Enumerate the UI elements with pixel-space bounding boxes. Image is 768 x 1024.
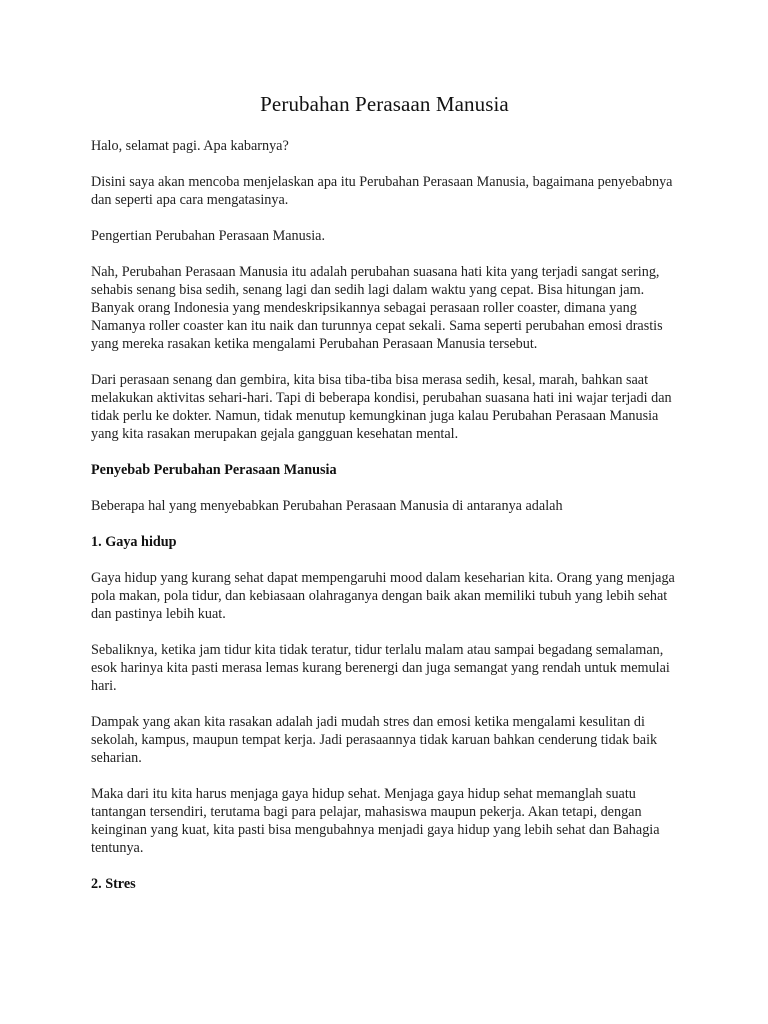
- paragraph-lifestyle-4: Maka dari itu kita harus menjaga gaya hidup sehat. Menjaga gaya hidup sehat memanglah suatu tantangan tersendiri, terutama bagi para pelajar, mahasiswa maupun pekerja. Akan tetapi, dengan keinginan yang kuat, kita pasti bisa mengubahnya menjadi gaya hidup yang lebih sehat dan Bahagia tentunya.: [91, 786, 660, 856]
- paragraph-causes-intro: Beberapa hal yang menyebabkan Perubahan Perasaan Manusia di antaranya adalah: [91, 498, 563, 514]
- subheading-lifestyle: 1. Gaya hidup: [91, 534, 177, 550]
- paragraph-lifestyle-3: Dampak yang akan kita rasakan adalah jadi mudah stres dan emosi ketika mengalami kesulitan di sekolah, kampus, maupun tempat kerja. Jadi perasaannya tidak karuan bahkan cenderung tidak baik seharian.: [91, 714, 658, 766]
- paragraph-lifestyle-1: Gaya hidup yang kurang sehat dapat mempengaruhi mood dalam keseharian kita. Orang yang menjaga pola makan, pola tidur, dan kebiasaan olahraganya dengan baik akan memiliki tubuh yang lebih sehat dan pastinya lebih kuat.: [91, 570, 675, 622]
- paragraph-lifestyle-2: Sebaliknya, ketika jam tidur kita tidak teratur, tidur terlalu malam atau sampai begadang semalaman, esok harinya kita pasti merasa lemas kurang berenergi dan juga semangat yang rendah untuk memulai hari.: [91, 642, 670, 694]
- section-heading-causes: Penyebab Perubahan Perasaan Manusia: [91, 462, 337, 478]
- paragraph-definition-label: Pengertian Perubahan Perasaan Manusia.: [91, 228, 326, 244]
- subheading-stress: 2. Stres: [91, 876, 136, 892]
- paragraph-intro: Disini saya akan mencoba menjelaskan apa itu Perubahan Perasaan Manusia, bagaimana penyebabnya dan seperti apa cara mengatasinya.: [91, 174, 673, 208]
- paragraph-greeting: Halo, selamat pagi. Apa kabarnya?: [91, 138, 289, 154]
- document-title: Perubahan Perasaan Manusia: [260, 92, 509, 116]
- paragraph-mood-swings: Dari perasaan senang dan gembira, kita bisa tiba-tiba bisa merasa sedih, kesal, marah, bahkan saat melakukan aktivitas sehari-hari. Tapi di beberapa kondisi, perubahan suasana hati ini wajar terjadi dan tidak perlu ke dokter. Namun, tidak menutup kemungkinan juga kalau Perubahan Perasaan Manusia yang kita rasakan merupakan gejala gangguan kesehatan mental.: [91, 372, 672, 442]
- paragraph-definition: Nah, Perubahan Perasaan Manusia itu adalah perubahan suasana hati kita yang terjadi sangat sering, sehabis senang bisa sedih, senang lagi dan sedih lagi dalam waktu yang cepat. Bisa hitungan jam. Banyak orang Indonesia yang mendeskripsikannya sebagai perasaan roller coaster, dimana yang Namanya roller coaster kan itu naik dan turunnya cepat sekali. Sama seperti perubahan emosi drastis yang mereka rasakan ketika mengalami Perubahan Perasaan Manusia tersebut.: [91, 264, 663, 352]
